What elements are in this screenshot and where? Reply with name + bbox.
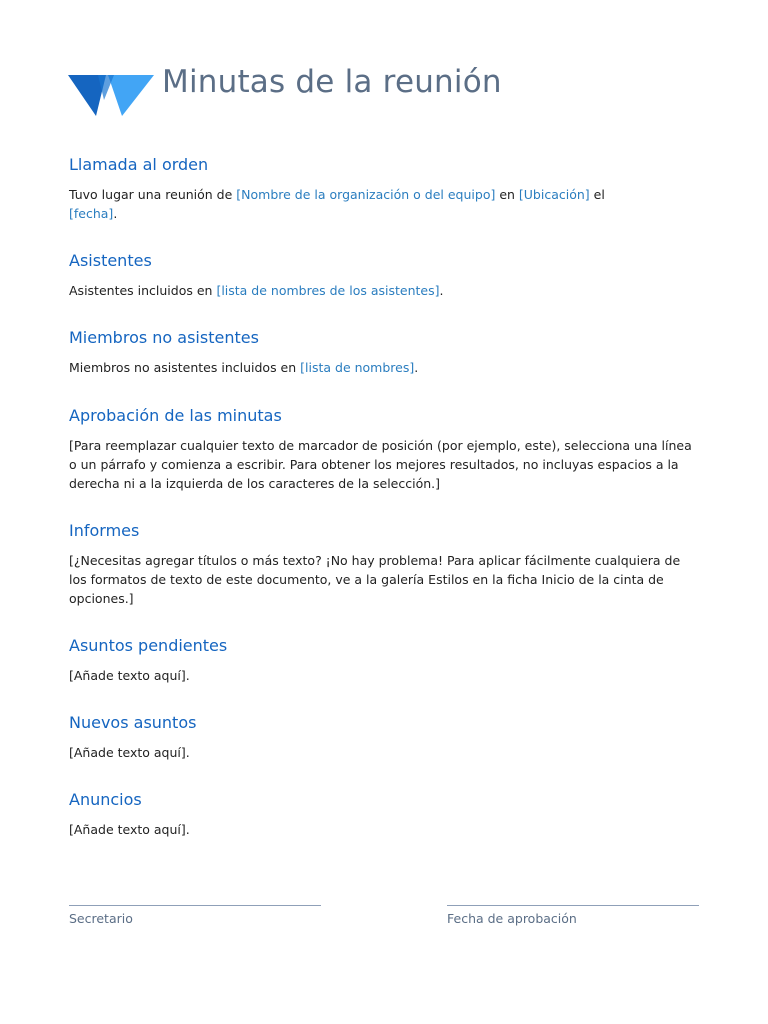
page-title: Minutas de la reunión	[162, 64, 502, 100]
section-body[interactable]: [Añade texto aquí].	[69, 745, 190, 760]
signature-line-secretary	[69, 905, 321, 906]
section-heading: Nuevos asuntos	[69, 713, 197, 732]
section-anuncios	[69, 790, 701, 839]
placeholder-names[interactable]: [lista de nombres]	[300, 360, 415, 375]
section-body: Asistentes incluidos en [lista de nombres de los asistentes].	[69, 283, 444, 298]
section-body: Miembros no asistentes incluidos en [lista de nombres].	[69, 360, 419, 375]
placeholder-org[interactable]: [Nombre de la organización o del equipo]	[236, 187, 496, 202]
section-heading: Asuntos pendientes	[69, 636, 228, 655]
section-body[interactable]: [¿Necesitas agregar títulos o más texto? ¡No hay problema! Para aplicar fácilmente cualquiera de los formatos de texto de este documento, ve a la galería Estilos en la ficha Inicio de la cinta de opciones.]	[69, 553, 681, 606]
section-heading: Llamada al orden	[69, 155, 209, 174]
section-asuntos-pendientes	[69, 636, 701, 685]
section-body[interactable]: [Añade texto aquí].	[69, 822, 190, 837]
section-miembros-no-asistentes	[69, 328, 701, 377]
section-nuevos-asuntos	[69, 713, 701, 762]
placeholder-attendees[interactable]: [lista de nombres de los asistentes]	[216, 283, 440, 298]
section-heading: Anuncios	[69, 790, 142, 809]
section-heading: Informes	[69, 521, 140, 540]
section-llamada-al-orden	[69, 155, 701, 223]
logo-icon	[68, 70, 154, 116]
section-body[interactable]: [Para reemplazar cualquier texto de marcador de posición (por ejemplo, este), selecciona una línea o un párrafo y comienza a escribir. Para obtener los mejores resultados, no incluyas espacios a la derecha ni a la izquierda de los caracteres de la selección.]	[69, 438, 692, 491]
section-asistentes	[69, 251, 701, 300]
section-informes	[69, 521, 701, 608]
signature-label-approval-date: Fecha de aprobación	[447, 911, 577, 926]
section-heading: Miembros no asistentes	[69, 328, 259, 347]
section-heading: Aprobación de las minutas	[69, 406, 282, 425]
signature-line-approval-date	[447, 905, 699, 906]
section-body[interactable]: [Añade texto aquí].	[69, 668, 190, 683]
signature-label-secretary: Secretario	[69, 911, 133, 926]
placeholder-location[interactable]: [Ubicación]	[518, 187, 590, 202]
section-aprobacion	[69, 406, 701, 493]
section-heading: Asistentes	[69, 251, 152, 270]
section-body: Tuvo lugar una reunión de [Nombre de la organización o del equipo] en [Ubicación] el [fecha].	[69, 187, 605, 221]
placeholder-date[interactable]: [fecha]	[69, 206, 114, 221]
